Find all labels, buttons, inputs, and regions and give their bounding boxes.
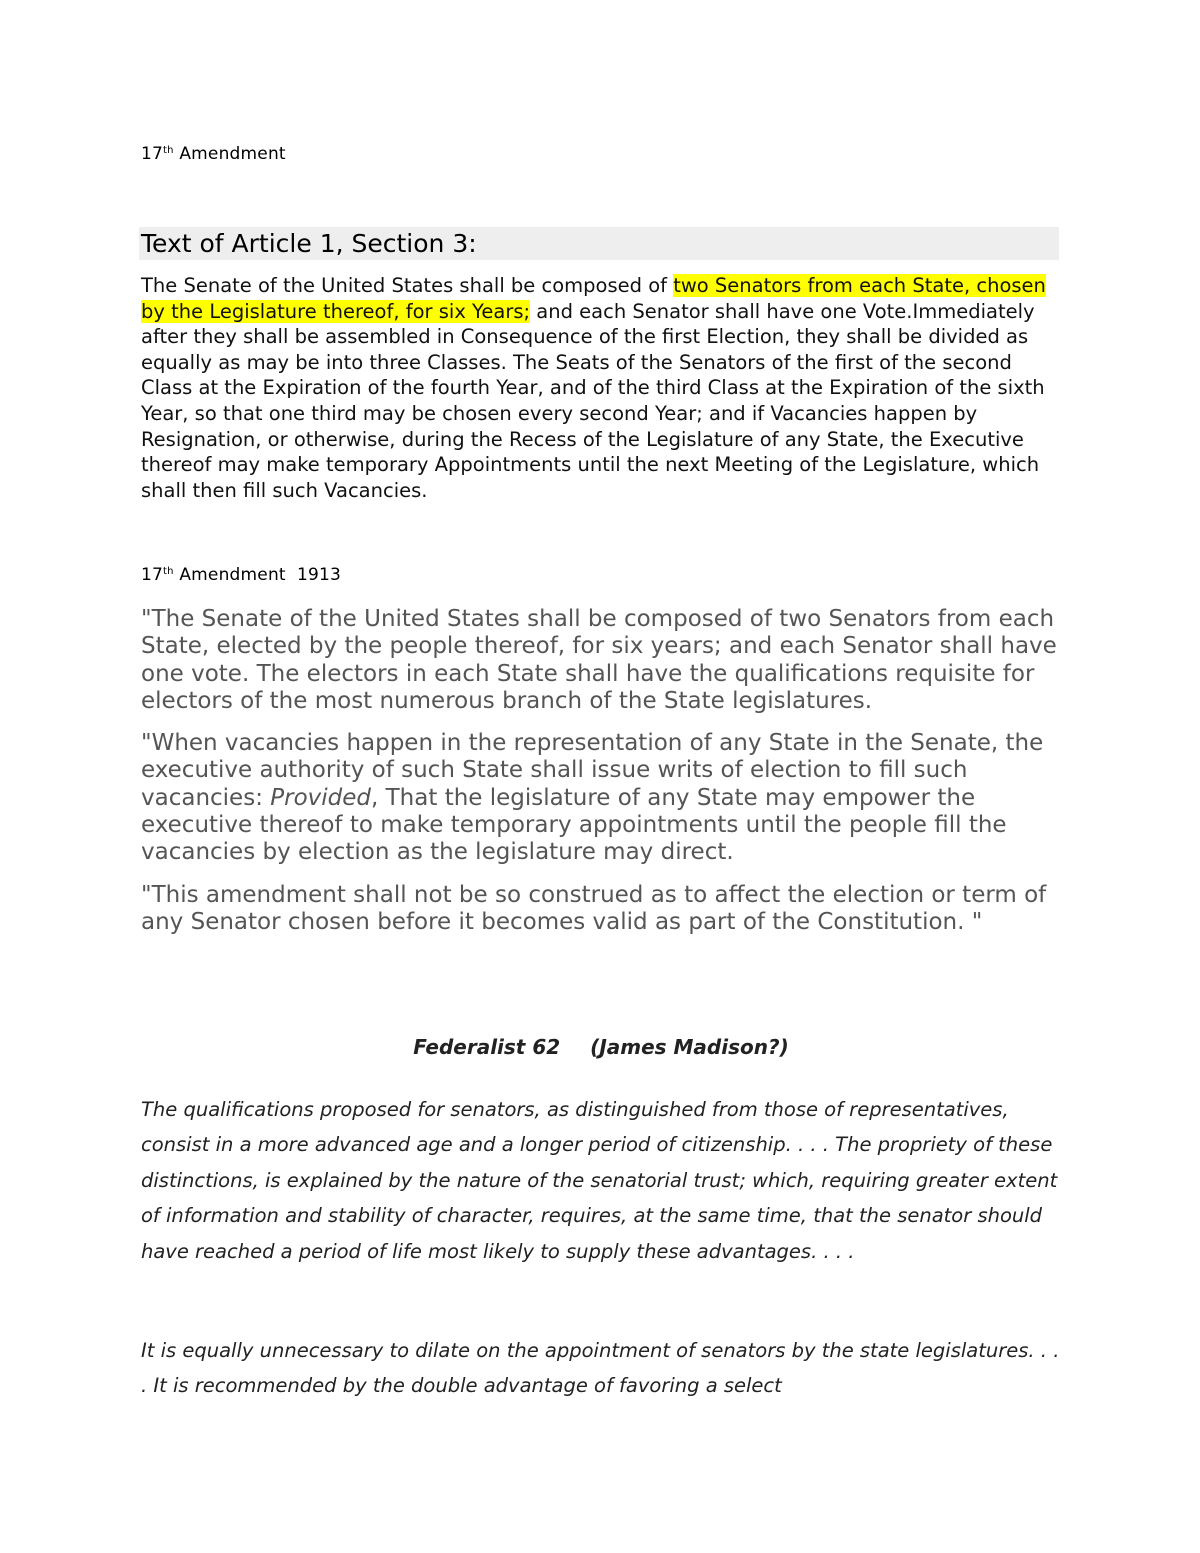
section-title: Text of Article 1, Section 3:	[139, 227, 1059, 260]
amendment-paragraph-3: "This amendment shall not be so construed as to affect the election or term of any Senator chosen before it becomes valid as part of the Constitution. "	[141, 882, 1047, 936]
amendment-label: Amendment	[173, 144, 286, 164]
article-text	[141, 273, 1066, 503]
federalist-author: (James Madison?)	[590, 1035, 789, 1059]
amendment-paragraph-2-start: "When vacancies happen in the representation of any State in the Senate, the executive authority of such State shall issue writs of election to fill such vacancies:	[141, 730, 1044, 811]
amendment-1913-number: 17	[141, 565, 164, 585]
highlighted-text: two Senators from each State, chosen by the Legislature thereof, for six Years;	[141, 274, 1046, 323]
amendment-paragraph-2	[141, 730, 1066, 866]
amendment-number: 17	[141, 144, 164, 164]
amendment-ordinal-suffix: th	[163, 145, 174, 156]
federalist-paragraph-2: It is equally unnecessary to dilate on the appointment of senators by the state legislatures. . . . It is recommended by the double advantage of favoring a select	[141, 1339, 1060, 1398]
amendment-1913-heading	[141, 565, 341, 585]
amendment-paragraph-2-end: , That the legislature of any State may empower the executive thereof to make temporary appointments until the people fill the vacancies by election as the legislature may direct.	[141, 784, 1007, 866]
federalist-paragraph-1: The qualifications proposed for senators, as distinguished from those of representatives, consist in a more advanced age and a longer period of citizenship. . . . The propriety of these distinctions, is explained by the nature of the senatorial trust; which, requiring greater extent of information and stability of character, requires, at the same time, that the senator should have reached a period of life most likely to supply these advantages. . . .	[141, 1098, 1058, 1263]
amendment-1913-label: Amendment 1913	[173, 565, 342, 585]
amendment-paragraph-1: "The Senate of the United States shall be composed of two Senators from each State, elected by the people thereof, for six years; and each Senator shall have one vote. The electors in each State shall have the qualifications requisite for electors of the most numerous branch of the State legislatures.	[141, 606, 1057, 714]
article-text-start: The Senate of the United States shall be composed of	[141, 274, 674, 297]
amendment-1913-ordinal-suffix: th	[163, 566, 174, 577]
federalist-title-text: Federalist 62	[413, 1035, 561, 1059]
amendment-heading	[141, 144, 286, 164]
provided-italic: Provided	[270, 784, 372, 811]
article-text-end: and each Senator shall have one Vote.Immediately after they shall be assembled in Consequence of the first Election, they shall be divided as equally as may be into three Classes. The Seats of the Senators of the first of the second Class at the Expiration of the fourth Year, and of the third Class at the Expiration of the sixth Year, so that one third may be chosen every second Year; and if Vacancies happen by Resignation, or otherwise, during the Recess of the Legislature of any State, the Executive thereof may make temporary Appointments until the next Meeting of the Legislature, which shall then fill such Vacancies.	[141, 299, 1045, 502]
federalist-title	[141, 1035, 1061, 1059]
